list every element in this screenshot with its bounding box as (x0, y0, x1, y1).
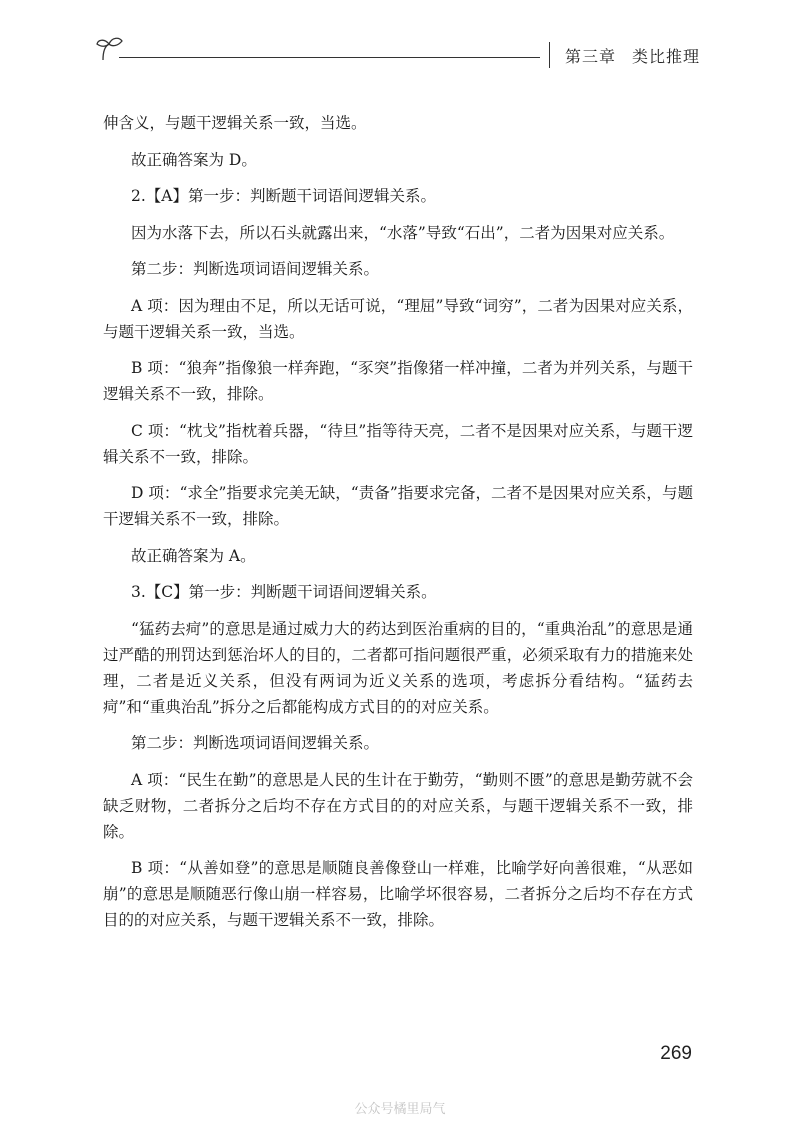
paragraph: 第二步：判断选项词语间逻辑关系。 (131, 260, 380, 278)
paragraph: “猛药去疴”的意思是通过威力大的药达到医治重病的目的，“重典治乱”的意思是通过严酷的刑罚达到惩治坏人的目的，二者都可指问题很严重，必须采取有力的措施来处理，二者是近义关系，但没有两词为近义关系的选项，考虑拆分看结构。“猛药去疴”和“重典治乱”拆分之后都能构成方式目的的对应关系。 (103, 619, 693, 716)
paragraph: D 项：“求全”指要求完美无缺，“责备”指要求完备，二者不是因果对应关系，与题干逻辑关系不一致，排除。 (103, 484, 693, 528)
section-label: 类比推理 (631, 47, 700, 66)
paragraph: 故正确答案为 A。 (131, 546, 256, 565)
page-body (103, 110, 693, 944)
paragraph: C 项：“枕戈”指枕着兵器，“待旦”指等待天亮，二者不是因果对应关系，与题干逻辑关系不一致，排除。 (103, 421, 693, 466)
watermark: 公众号橘里局气 (354, 1102, 446, 1117)
header-divider (549, 42, 550, 68)
paragraph: B 项：“从善如登”的意思是顺随良善像登山一样难，比喻学好向善很难，“从恶如崩”的意思是顺随恶行像山崩一样容易，比喻学坏很容易，二者拆分之后均不存在方式目的的对应关系，与题干逻辑关系不一致，排除。 (103, 859, 693, 929)
paragraph: 伸含义，与题干逻辑关系一致，当选。 (103, 114, 367, 132)
paragraph: A 项：因为理由不足，所以无话可说，“理屈”导致“词穷”，二者为因果对应关系，与题干逻辑关系一致，当选。 (103, 296, 693, 341)
paragraph: 第二步：判断选项词语间逻辑关系。 (131, 734, 380, 752)
sprout-icon (95, 36, 125, 62)
header-rule (119, 57, 540, 58)
paragraph: B 项：“狼奔”指像狼一样奔跑，“豕突”指像猪一样冲撞，二者为并列关系，与题干逻辑关系不一致，排除。 (103, 359, 693, 403)
paragraph: 故正确答案为 D。 (131, 150, 257, 169)
paragraph: 3.【C】第一步：判断题干词语间逻辑关系。 (131, 583, 437, 601)
paragraph: A 项：“民生在勤”的意思是人民的生计在于勤劳，“勤则不匮”的意思是勤劳就不会缺乏财物，二者拆分之后均不存在方式目的的对应关系，与题干逻辑关系不一致，排除。 (103, 770, 693, 841)
page-number: 269 (660, 1043, 692, 1064)
paragraph: 因为水落下去，所以石头就露出来，“水落”导致“石出”，二者为因果对应关系。 (131, 223, 675, 242)
header-title (565, 44, 700, 67)
chapter-label: 第三章 (564, 47, 616, 66)
paragraph: 2.【A】第一步：判断题干词语间逻辑关系。 (131, 187, 436, 205)
running-header (95, 30, 700, 70)
